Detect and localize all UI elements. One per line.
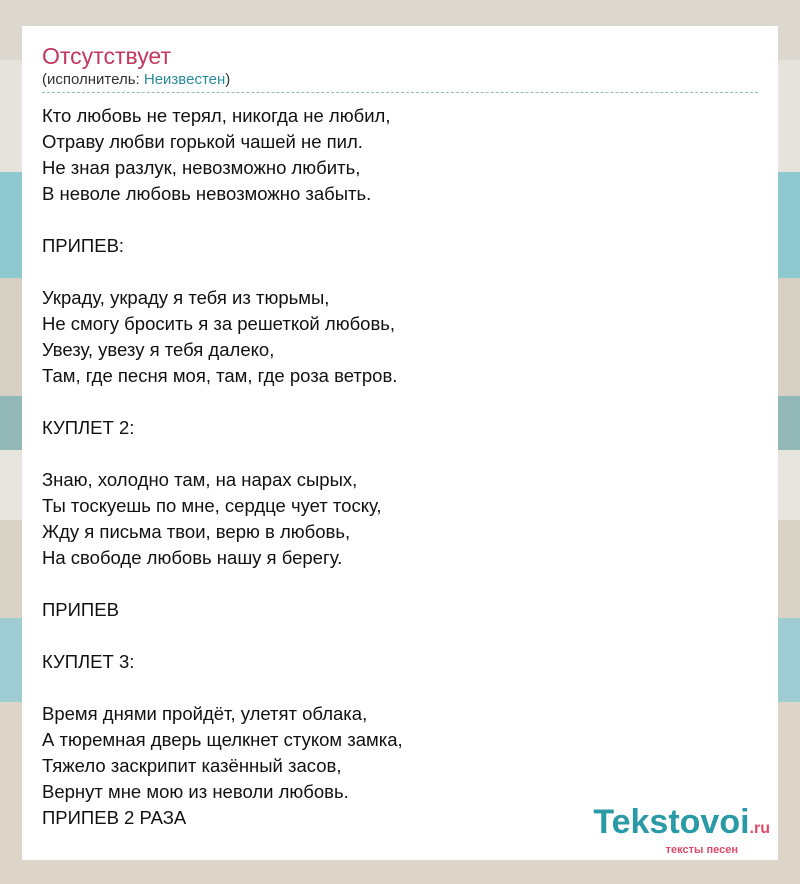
- artist-line: [42, 70, 758, 93]
- lyrics-body: [42, 103, 758, 831]
- artist-link[interactable]: Неизвестен: [143, 71, 226, 88]
- lyric-line: ПРИПЕВ: [42, 599, 119, 620]
- artist-suffix: ): [225, 71, 231, 88]
- lyric-line: Там, где песня моя, там, где роза ветров.: [42, 365, 398, 386]
- lyric-line: Жду я письма твои, верю в любовь,: [42, 521, 351, 542]
- lyric-line: Отраву любви горькой чашей не пил.: [42, 131, 363, 152]
- lyric-line: КУПЛЕТ 3:: [42, 651, 135, 672]
- lyric-line: [42, 441, 758, 467]
- lyric-line: Не зная разлук, невозможно любить,: [42, 157, 361, 178]
- lyric-line: Тяжело заскрипит казённый засов,: [42, 755, 342, 776]
- lyric-line: Вернут мне мою из неволи любовь.: [42, 781, 349, 802]
- lyric-line: Украду, украду я тебя из тюрьмы,: [42, 287, 330, 308]
- lyric-line: ПРИПЕВ:: [42, 235, 125, 256]
- song-title: Отсутствует: [42, 43, 171, 69]
- lyric-line: [42, 389, 758, 415]
- lyric-line: Не смогу бросить я за решеткой любовь,: [42, 313, 396, 334]
- logo-wordmark: Tekstovoi.ru: [593, 803, 770, 841]
- lyric-line: Время днями пройдёт, улетят облака,: [42, 703, 368, 724]
- lyric-line: КУПЛЕТ 2:: [42, 417, 135, 438]
- lyric-line: [42, 571, 758, 597]
- lyric-line: Увезу, увезу я тебя далеко,: [42, 339, 275, 360]
- lyric-line: [42, 623, 758, 649]
- lyric-line: ПРИПЕВ 2 РАЗА: [42, 807, 187, 828]
- lyric-line: Ты тоскуешь по мне, сердце чует тоску,: [42, 495, 382, 516]
- lyric-line: А тюремная дверь щелкнет стуком замка,: [42, 729, 403, 750]
- artist-prefix: (исполнитель:: [42, 71, 144, 88]
- logo-tld: .ru: [749, 820, 770, 837]
- lyrics-card: [22, 26, 778, 860]
- lyric-line: На свободе любовь нашу я берегу.: [42, 547, 343, 568]
- lyric-line: Знаю, холодно там, на нарах сырых,: [42, 469, 358, 490]
- lyric-line: Кто любовь не терял, никогда не любил,: [42, 105, 391, 126]
- lyric-line: [42, 207, 758, 233]
- logo-tagline: тексты песен: [665, 844, 738, 856]
- site-logo[interactable]: [593, 803, 770, 856]
- lyric-line: В неволе любовь невозможно забыть.: [42, 183, 372, 204]
- lyric-line: [42, 259, 758, 285]
- lyric-line: [42, 675, 758, 701]
